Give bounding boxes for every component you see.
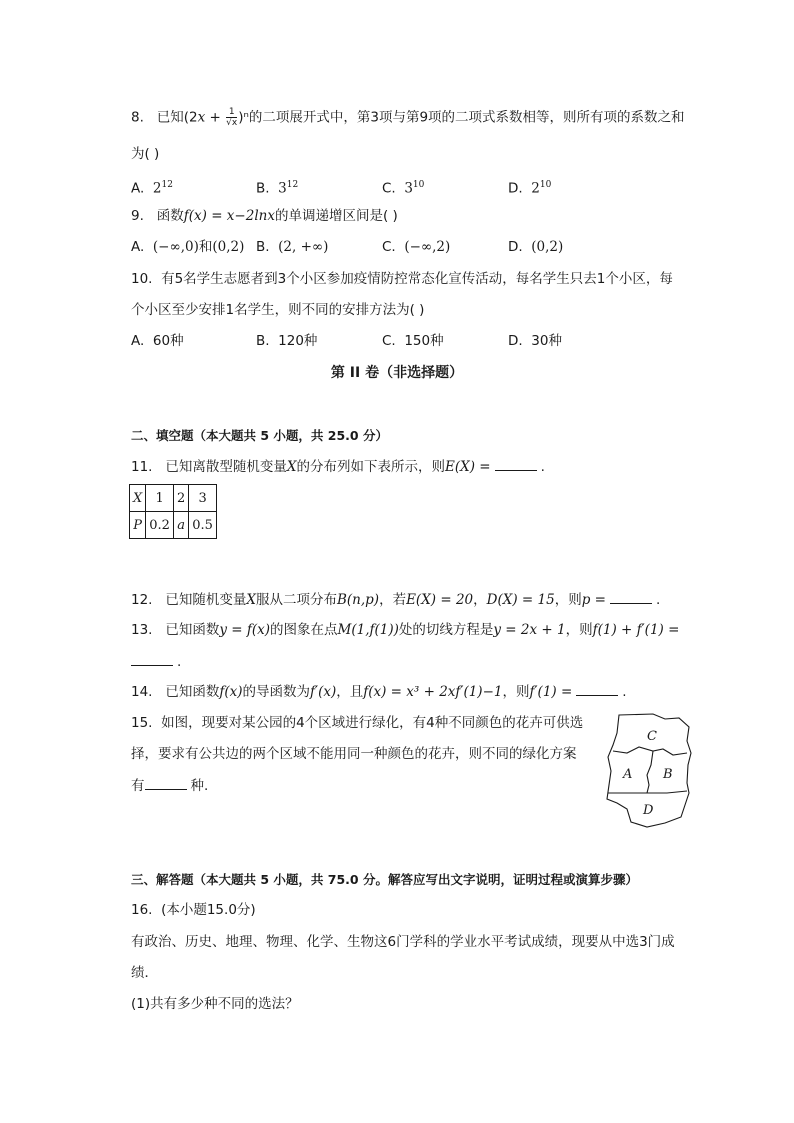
region-label-d: D [643,803,654,818]
q10-option-d: D. 30种 [508,333,562,349]
table-cell: P [130,512,146,539]
q12-answer-blank [610,589,652,604]
q8-option-b: B. $3^{12}$ [256,180,299,197]
region-label-c: C [647,729,657,744]
part2-title: 第 II 卷（非选择题） [330,365,464,381]
q12-stem: 12. 已知随机变量X服从二项分布B(n,p)，若E(X) = 20，D(X) = 15，则p = . [131,589,660,610]
q13-number: 13. [131,622,153,638]
q8-plus: + [205,109,226,126]
q9-number: 9. [131,208,144,224]
q10-line2: 个小区至少安排1名学生，则不同的安排方法为( ) [131,302,425,318]
table-row [130,485,217,512]
q11-answer-blank [495,456,537,471]
table-cell: 0.5 [189,512,217,539]
q11-distribution-table [129,484,217,539]
q8-fraction: $\frac{1}{√x}$ [226,107,238,128]
table-cell: 3 [189,485,217,512]
table-row [130,512,217,539]
q13-answer-blank [131,651,173,666]
q11-stem: 11. 已知离散型随机变量X的分布列如下表所示，则E(X) = . [131,456,545,477]
q14-number: 14. [131,684,153,700]
q16-line1: 有政治、历史、地理、物理、化学、生物这6门学科的学业水平考试成绩，现要从中选3门成 [131,934,675,950]
region-label-b: B [663,767,673,782]
region-divider-ab [647,751,653,793]
table-cell: 2 [173,485,188,512]
region-map-diagram [603,713,695,831]
q14-answer-blank [576,681,618,696]
q9-expression: f(x) = x−2lnx [183,208,275,224]
q10-option-b: B. 120种 [256,333,318,349]
q13-stem: 13. 已知函数y = f(x)的图象在点M(1,f(1))处的切线方程是y = 2x + 1，则f(1) + f′(1) = [131,622,680,638]
q10-option-a: A. 60种 [131,333,184,349]
q8-line1 [131,107,685,128]
q16-header [131,900,256,920]
q9-option-a: A. (−∞,0)和(0,2) [131,239,245,255]
q8-option-c: C. $3^{10}$ [382,180,425,197]
region-label-a: A [623,767,633,782]
q9-stem: 9. 函数f(x) = x−2lnx的单调递增区间是( ) [131,208,398,224]
table-cell: 0.2 [146,512,174,539]
q16-subquestion-1: (1)共有多少种不同的选法？ [131,996,299,1012]
q8-stem-post: )ⁿ的二项展开式中，第3项与第9项的二项式系数相等，则所有项的系数之和 [238,109,685,126]
q15-line3: 有 种. [131,775,208,796]
q16-line2: 绩． [131,965,158,981]
q11-number: 11. [131,459,153,475]
section2-title: 二、填空题（本大题共 5 小题，共 25.0 分） [131,428,388,443]
q8-option-d: D. $2^{10}$ [508,180,552,197]
q8-stem-pre: 已知(2 [156,109,198,126]
q10-number: 10. [131,271,153,287]
q14-stem: 14. 已知函数f(x)的导函数为f′(x)，且f(x) = x³ + 2xf′(1)−1，则f′(1) = . [131,681,627,702]
q13-line2: . [131,651,181,672]
section3-title: 三、解答题（本大题共 5 小题，共 75.0 分。解答应写出文字说明，证明过程或演算步骤） [131,872,638,887]
q16-points: (本小题15.0分) [161,902,256,918]
q15-line2: 择，要求有公共边的两个区域不能用同一种颜色的花卉，则不同的绿化方案 [131,746,577,762]
q15-answer-blank [145,775,187,790]
q8-number: 8. [131,109,144,126]
q15-number: 15. [131,715,153,731]
q9-option-d: D. (0,2) [508,239,564,255]
q8-line2: 为( ) [131,146,160,162]
q15-line1: 15. 如图，现要对某公园的4个区域进行绿化，有4种不同颜色的花卉可供选 [131,715,584,731]
q8-option-a: A. $2^{12}$ [131,180,173,197]
q9-option-c: C. (−∞,2) [382,239,451,255]
q12-number: 12. [131,592,153,608]
table-cell: a [173,512,188,539]
region-divider-cd [613,747,687,755]
q10-line1: 10. 有5名学生志愿者到3个小区参加疫情防控常态化宣传活动，每名学生只去1个小区，每 [131,271,673,287]
table-cell: X [130,485,146,512]
q16-number: 16. [131,902,153,918]
q10-option-c: C. 150种 [382,333,444,349]
table-cell: 1 [146,485,174,512]
q8-var-x: x [197,109,206,126]
q9-option-b: B. (2, +∞) [256,239,329,255]
